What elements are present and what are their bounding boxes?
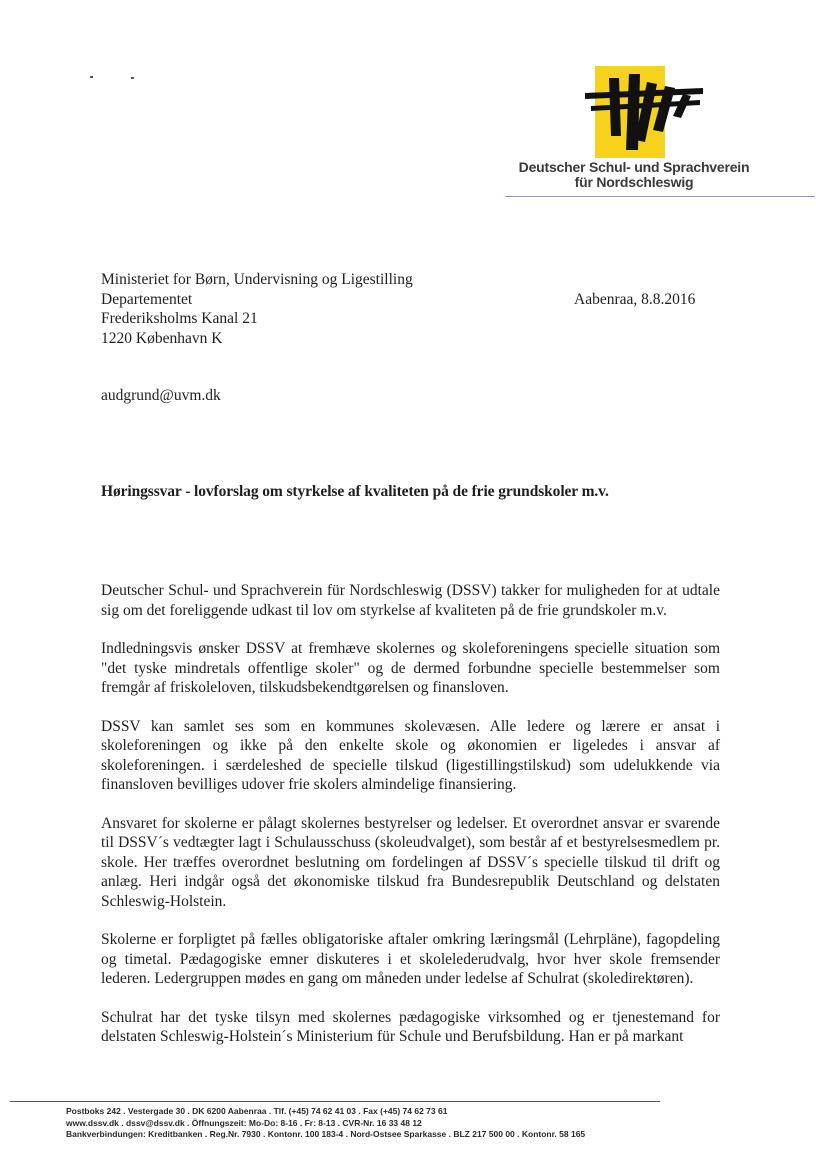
dssv-logo: [585, 66, 705, 158]
letter-date: Aabenraa, 8.8.2016: [574, 291, 696, 308]
recipient-address: [101, 270, 413, 348]
footer-address-line: Postboks 242 . Vestergade 30 . DK 6200 Aabenraa . Tlf. (+45) 74 62 41 03 . Fax (+45) 74 62 73 61: [66, 1106, 448, 1116]
recipient-line: Ministeriet for Børn, Undervisning og Ligestilling: [101, 271, 413, 288]
organization-name-line1: Deutscher Schul- und Sprachverein: [518, 159, 750, 175]
body-paragraph: Skolerne er forpligtet på fælles obligatoriske aftaler omkring læringsmål (Lehrpläne), fagopdeling og timetal. Pædagogiske emner diskuteres i et skolelederudvalg, hvor hver skole fremsender lederen. Ledergruppen mødes en gang om måneden under ledelse af Schulrat (skoledirektøren).: [101, 931, 720, 987]
body-paragraph: Deutscher Schul- und Sprachverein für Nordschleswig (DSSV) takker for muligheden for at udtale sig om det foreliggende udkast til lov om styrkelse af kvaliteten på de frie grundskoler m.v.: [101, 582, 720, 619]
organization-name-line2: für Nordschleswig: [574, 174, 694, 190]
organization-name: [500, 160, 768, 190]
recipient-line: Frederiksholms Kanal 21: [101, 310, 258, 327]
header-rule: [505, 196, 815, 197]
body-paragraph: DSSV kan samlet ses som en kommunes skolevæsen. Alle ledere og lærere er ansat i skoleforeningen og ikke på den enkelte skole og økonomien er ligeledes i ansvar af skoleforeningen. i særdeleshed de specielle tilskud (ligestillingstilskud) som udelukkende via finansloven bevilliges udover frie skolers almindelige finansiering.: [101, 717, 720, 793]
letterhead-footer: [66, 1106, 585, 1141]
body-paragraph: Ansvaret for skolerne er pålagt skolernes bestyrelser og ledelser. Et overordnet ansvar er svarende til DSSV´s vedtægter lagt i Schulausschuss (skoleudvalget), som består af et bestyrelsesmedlem pr. skole. Her træffes overordnet beslutning om fordelingen af DSSV´s specielle tilskud til drift og anlæg. Heri indgår også det økonomiske tilskud fra Bundesrepublik Deutschland og delstaten Schleswig-Holstein.: [101, 814, 720, 910]
recipient-email: audgrund@uvm.dk: [101, 387, 221, 404]
recipient-line: Departementet: [101, 290, 193, 308]
letter-subject: Høringssvar - lovforslag om styrkelse af kvaliteten på de frie grundskoler m.v.: [101, 483, 609, 500]
letter-body: [101, 581, 720, 1066]
footer-contact-line: www.dssv.dk . dssv@dssv.dk . Öffnungszeit: Mo-Do: 8-16 . Fr: 8-13 . CVR-Nr. 16 33 48 12: [66, 1117, 422, 1128]
recipient-line: 1220 København K: [101, 329, 223, 347]
scan-speck: [131, 77, 134, 79]
body-paragraph: Indledningsvis ønsker DSSV at fremhæve skolernes og skoleforeningens specielle situation som "det tyske mindretals offentlige skoler" og de dermed forbundne specielle bestemmelser som fremgår af friskoleloven, tilskudsbekendtgørelsen og finansloven.: [101, 640, 720, 696]
footer-rule: [10, 1101, 660, 1102]
footer-bank-line: Bankverbindungen: Kreditbanken . Reg.Nr. 7930 . Kontonr. 100 183-4 . Nord-Ostsee Sparkasse . BLZ 217 500 00 . Kontonr. 58 165: [66, 1129, 586, 1139]
scan-speck: [90, 76, 93, 78]
body-paragraph: Schulrat har det tyske tilsyn med skolernes pædagogiske virksomhed og er tjenestemand for delstaten Schleswig-Holstein´s Ministerium für Schule und Berufsbildung. Han er på markant: [101, 1008, 720, 1045]
